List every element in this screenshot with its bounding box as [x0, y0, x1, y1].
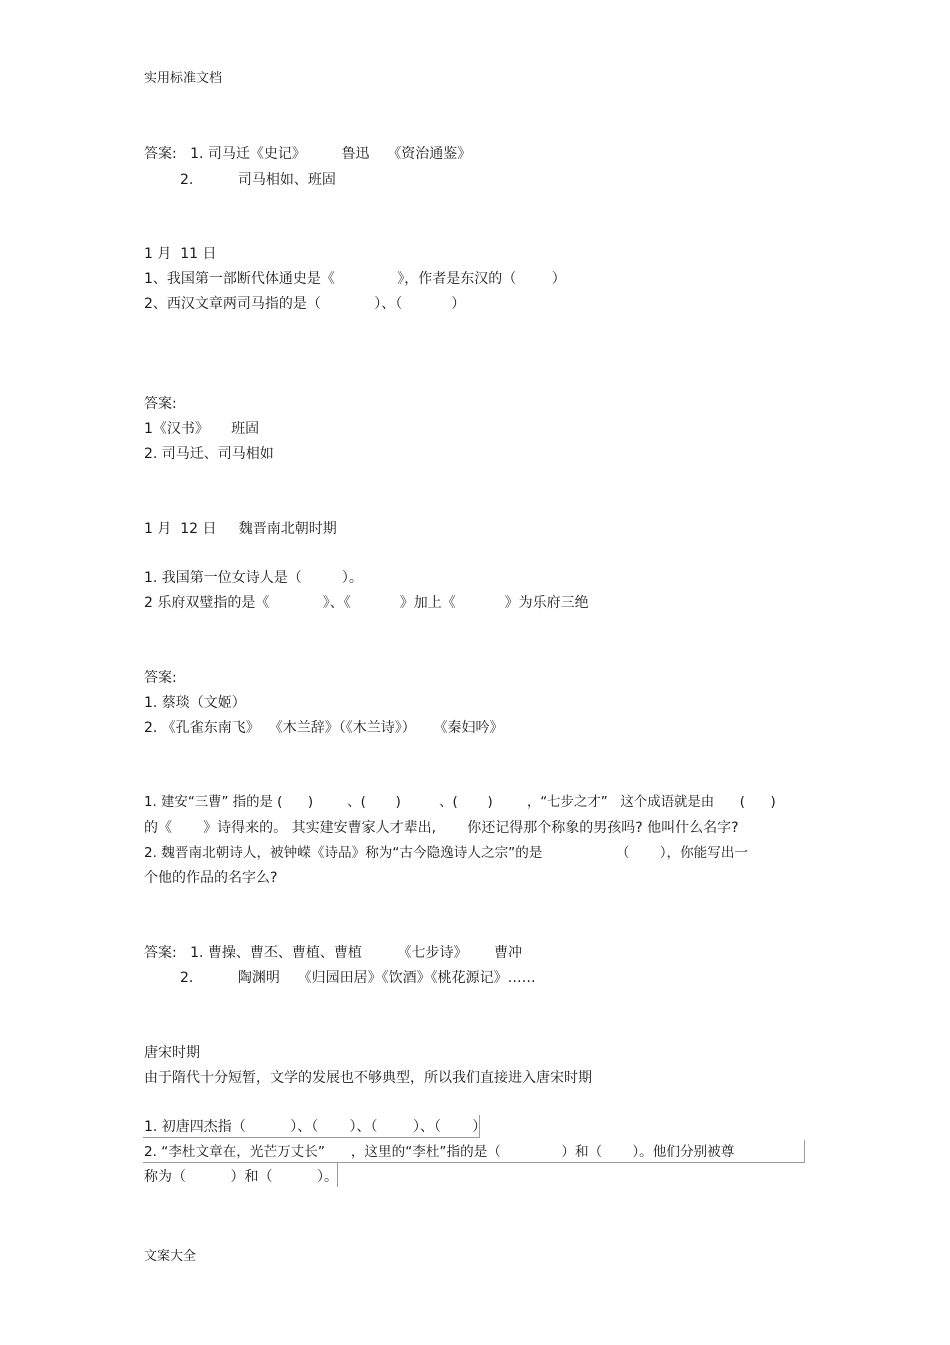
answer-label: 答案: — [144, 396, 177, 412]
answer-line: 1《汉书》 班固 — [144, 421, 260, 437]
answer-line: 1. 蔡琰（文姬） — [144, 695, 246, 711]
answer-line: 答案: 1. 曹操、曹丕、曹植、曹植 《七步诗》 曹冲 — [144, 945, 523, 961]
answer-label: 答案: — [144, 670, 177, 686]
question: 的《 》诗得来的。 其实建安曹家人才辈出, 你还记得那个称象的男孩吗? 他叫什么名字? — [144, 820, 739, 836]
question: 1. 我国第一位女诗人是（ ）。 — [144, 570, 363, 586]
date-heading: 1 月 12 日 魏晋南北朝时期 — [144, 521, 337, 537]
question: 个他的作品的名字么? — [144, 870, 278, 886]
question: 1. 初唐四杰指（ ）、（ ）、（ ）、（ ） — [144, 1119, 487, 1135]
answer-line: 2. 《孔雀东南飞》 《木兰辞》（《木兰诗》） 《秦妇吟》 — [144, 720, 504, 736]
answer-line: 2. 陶渊明 《归园田居》《饮酒》《桃花源记》…… — [180, 970, 536, 986]
question: 2. “李杜文章在，光芒万丈长” ，这里的“李杜”指的是（ ）和（ ）。他们分别被尊 — [144, 1144, 735, 1160]
answer-line: 答案: 1. 司马迁《史记》 鲁迅 《资治通鉴》 — [144, 146, 472, 162]
date-heading: 1 月 11 日 — [144, 246, 217, 262]
question: 2 乐府双璧指的是《 》、《 》加上《 》为乐府三绝 — [144, 595, 589, 611]
answer-line: 2. 司马迁、司马相如 — [144, 446, 274, 462]
question: 2、西汉文章两司马指的是（ ）、（ ） — [144, 296, 466, 312]
page-header: 实用标准文档 — [144, 71, 223, 86]
question: 1. 建安“三曹” 指的是 ( ) 、( ) 、( ) ，“七步之才” 这个成语就是由 ( ) — [144, 795, 776, 810]
answer-line: 2. 司马相如、班固 — [180, 172, 336, 188]
question: 1、我国第一部断代体通史是《 》，作者是东汉的（ ） — [144, 271, 566, 287]
section-title: 唐宋时期 — [144, 1045, 200, 1061]
page-footer: 文案大全 — [144, 1249, 197, 1264]
question: 2. 魏晋南北朝诗人，被钟嵘《诗品》称为“古今隐逸诗人之宗”的是 （ ），你能写出一 — [144, 845, 749, 861]
intro-text: 由于隋代十分短暂，文学的发展也不够典型，所以我们直接进入唐宋时期 — [144, 1070, 592, 1086]
question: 称为（ ）和（ ）。 — [144, 1169, 339, 1185]
